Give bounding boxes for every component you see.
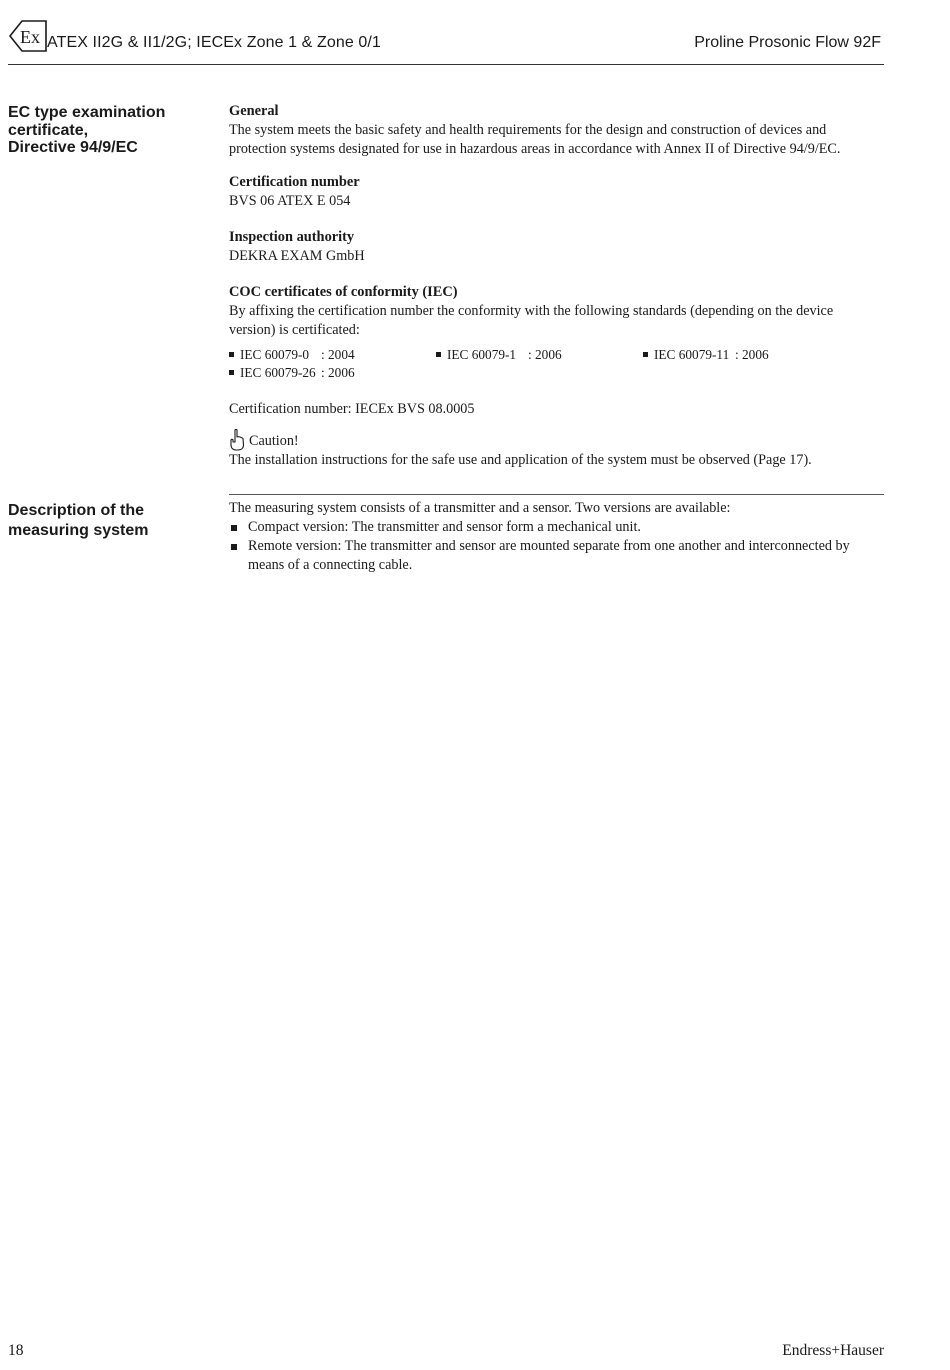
bullet-square-icon <box>643 352 648 357</box>
bullet-square-icon <box>229 352 234 357</box>
section-title-description <box>8 501 218 541</box>
header-left-title: ATEX II2G & II1/2G; IECEx Zone 1 & Zone 0/1 <box>47 34 381 51</box>
footer-brand: Endress+Hauser <box>782 1342 884 1359</box>
section-title-ec-type-examination <box>8 104 218 157</box>
header-right-title: Proline Prosonic Flow 92F <box>694 34 881 51</box>
iecex-certification-number: Certification number: IECEx BVS 08.0005 <box>229 401 475 417</box>
list-item-remote-version <box>229 537 884 575</box>
general-text-line: The system meets the basic safety and health requirements for the design and construction of devices and <box>229 122 827 138</box>
standards-list <box>229 346 884 384</box>
section-title-line: measuring system <box>8 522 149 539</box>
standard-code: IEC 60079-11 <box>654 347 730 362</box>
standard-year: : 2006 <box>528 347 562 362</box>
section-body-ec-type-examination <box>229 102 884 470</box>
ex-logo-text: Ex <box>20 27 40 47</box>
description-intro: The measuring system consists of a transmitter and a sensor. Two versions are available: <box>229 500 731 516</box>
coc-heading: COC certificates of conformity (IEC) <box>229 284 458 300</box>
standard-year: : 2006 <box>735 347 769 362</box>
page-number: 18 <box>8 1342 24 1359</box>
list-item-text: Remote version: The transmitter and sensor are mounted separate from one another and interconnected by <box>248 538 850 554</box>
standard-item <box>229 364 355 382</box>
caution-hand-icon <box>229 429 245 451</box>
section-title-line: certificate, <box>8 121 89 139</box>
list-item-text: means of a connecting cable. <box>248 557 413 573</box>
caution-text: The installation instructions for the safe use and application of the system must be observed (Page 17). <box>229 452 812 468</box>
caution-row <box>229 427 884 451</box>
general-heading: General <box>229 103 279 119</box>
coc-text-line: version) is certificated: <box>229 322 360 338</box>
coc-text-line: By affixing the certification number the conformity with the following standards (depending on the device <box>229 303 834 319</box>
standard-code: IEC 60079-26 <box>240 365 316 380</box>
standard-item <box>436 346 562 364</box>
bullet-square-icon <box>229 370 234 375</box>
standard-item <box>229 346 355 364</box>
section-title-line: EC type examination <box>8 104 166 121</box>
standard-year: : 2006 <box>321 365 355 380</box>
standard-code: IEC 60079-1 <box>447 347 517 362</box>
ex-hazard-icon <box>8 18 48 54</box>
certification-number-value: BVS 06 ATEX E 054 <box>229 193 351 209</box>
general-text-line: protection systems designated for use in hazardous areas in accordance with Annex II of Directive 94/9/EC. <box>229 141 841 157</box>
bullet-square-icon <box>231 525 237 531</box>
standard-code: IEC 60079-0 <box>240 347 310 362</box>
section-body-description <box>229 499 884 575</box>
standard-item <box>643 346 769 364</box>
certification-number-heading: Certification number <box>229 174 360 190</box>
page-header <box>8 16 884 65</box>
section-title-line: Directive 94/9/EC <box>8 139 138 156</box>
bullet-square-icon <box>231 544 237 550</box>
bullet-square-icon <box>436 352 441 357</box>
standard-year: : 2004 <box>321 347 355 362</box>
caution-label: Caution! <box>249 433 299 449</box>
section-title-line: Description of the <box>8 502 145 519</box>
inspection-authority-heading: Inspection authority <box>229 229 355 245</box>
inspection-authority-value: DEKRA EXAM GmbH <box>229 248 365 264</box>
section-divider <box>229 494 884 495</box>
list-item-text: Compact version: The transmitter and sensor form a mechanical unit. <box>248 519 641 535</box>
list-item-compact-version <box>229 518 884 537</box>
